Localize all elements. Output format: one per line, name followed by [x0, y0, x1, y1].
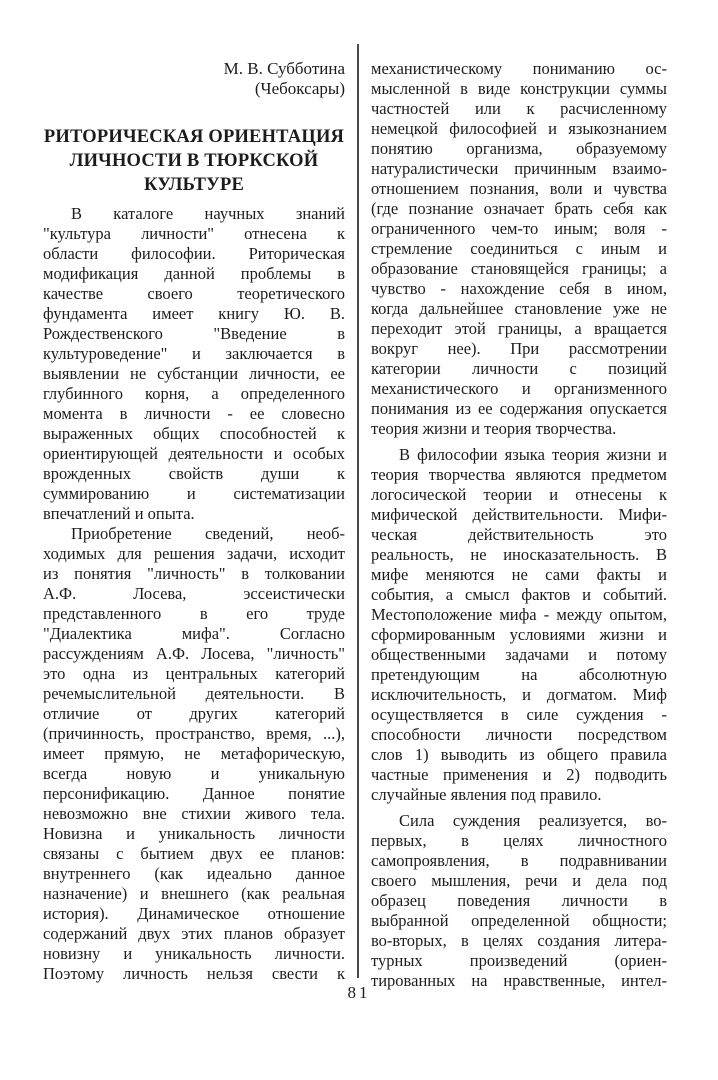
- text-line: КУЛЬТУРЕ: [144, 175, 244, 195]
- text-line: своего мышления, речи и дела под: [371, 871, 667, 890]
- text-line: частные применения и 2) подводить: [371, 765, 667, 784]
- text-line: стремление соединиться с иным и: [371, 239, 667, 258]
- text-line: Местоположение мифа - между опытом,: [371, 605, 667, 624]
- text-line: фундамента имеет книгу Ю. В.: [43, 304, 345, 323]
- text-line: во-вторых, в целях создания литера-: [371, 931, 667, 950]
- text-line: ходимых для решения задачи, исходит: [43, 544, 345, 563]
- text-line: культуроведение" и заключается в: [43, 344, 345, 363]
- text-line: "культура личности" отнесена к: [43, 224, 345, 243]
- text-line: связаны с бытием двух ее планов:: [43, 844, 345, 863]
- paragraph: [371, 811, 667, 991]
- text-line: самопроявления, в подравнивании: [371, 851, 667, 870]
- left-column: [43, 59, 345, 984]
- text-line: теория творчества являются предметом: [371, 465, 667, 484]
- text-line: персонификацию. Данное понятие: [43, 784, 345, 803]
- text-line: слов 1) выводить из общего правила: [371, 745, 667, 764]
- text-line: мифе меняются не сами факты и: [371, 565, 667, 584]
- text-line: выбранной определенной общности;: [371, 911, 667, 930]
- text-line: первых, в целях личностного: [371, 831, 667, 850]
- text-line: теория жизни и теория творчества.: [371, 419, 617, 438]
- text-line: (где познание означает брать себя как: [371, 199, 667, 218]
- text-line: способности личности посредством: [371, 725, 667, 744]
- text-line: когда дальнейшее становление уже не: [371, 299, 667, 318]
- text-line: механистического и организменного: [371, 379, 667, 398]
- text-line: модификация данной проблемы в: [43, 264, 345, 283]
- text-line: понимания из ее содержания опускается: [371, 399, 667, 418]
- text-line: Новизна и уникальность личности: [43, 824, 345, 843]
- text-line: осуществляется в силе суждения -: [371, 705, 667, 724]
- text-line: невозможно вне стихии живого тела.: [43, 804, 345, 823]
- text-line: впечатлений и опыта.: [43, 504, 195, 523]
- text-line: Сила суждения реализуется, во-: [399, 811, 667, 830]
- text-line: глубинного корня, а определенного: [43, 384, 345, 403]
- column-divider-rule: [357, 44, 359, 978]
- text-line: суммированию и систематизации: [43, 484, 345, 503]
- text-line: из понятия "личность" в толковании: [43, 564, 345, 583]
- text-line: механистическому пониманию ос-: [371, 59, 667, 78]
- text-line: сформированным условиями жизни и: [371, 625, 667, 644]
- text-line: внутреннего (как идеально данное: [43, 864, 345, 883]
- text-line: В философии языка теория жизни и: [399, 445, 667, 464]
- text-line: ориентирующей деятельности и особых: [43, 444, 345, 463]
- text-line: врожденных свойств души к: [43, 464, 345, 483]
- text-line: представленного в его труде: [43, 604, 345, 623]
- text-line: новизну и уникальность личности.: [43, 944, 345, 963]
- text-line: Рождественского "Введение в: [43, 324, 345, 343]
- text-line: ограниченного чем-то иным; воля -: [371, 219, 667, 238]
- text-line: натуралистически причинным взаимо-: [371, 159, 667, 178]
- text-line: речемыслительной деятельности. В: [43, 684, 345, 703]
- text-line: момента в личности - ее словесно: [43, 404, 345, 423]
- text-line: вокруг нее). При рассмотрении: [371, 339, 667, 358]
- text-line: (Чебоксары): [254, 79, 345, 98]
- paragraph: [371, 59, 667, 439]
- text-line: Поэтому личность нельзя свести к: [43, 964, 345, 983]
- text-line: исключительность, и догматом. Миф: [371, 685, 667, 704]
- text-line: немецкой философией и языкознанием: [371, 119, 667, 138]
- text-line: (причинность, пространство, время, ...),: [43, 724, 345, 743]
- text-line: отношением познания, воли и чувства: [371, 179, 667, 198]
- text-line: понятию организма, образуемому: [371, 139, 667, 158]
- text-line: назначение) и внешнего (как реальная: [43, 884, 345, 903]
- text-line: мысленной в виде конструкции суммы: [371, 79, 667, 98]
- text-line: тированных на нравственные, интел-: [371, 971, 667, 990]
- text-line: Приобретение сведений, необ-: [71, 524, 345, 543]
- text-line: общественными задачами и потому: [371, 645, 667, 664]
- text-line: реальность, не иносказательность. В: [371, 545, 667, 564]
- text-line: частностей или к расчисленному: [371, 99, 667, 118]
- text-line: М. В. Субботина: [223, 59, 345, 78]
- text-line: турных произведений (ориен-: [371, 951, 667, 970]
- text-line: РИТОРИЧЕСКАЯ ОРИЕНТАЦИЯ: [43, 127, 345, 147]
- text-line: качестве своего теоретического: [43, 284, 345, 303]
- text-line: это одна из центральных категорий: [43, 664, 345, 683]
- paragraph: [43, 524, 345, 984]
- text-line: имеет прямую, не метафорическую,: [43, 744, 345, 763]
- text-line: "Диалектика мифа". Согласно: [43, 624, 345, 643]
- article-title: [43, 125, 345, 197]
- paragraph: [371, 445, 667, 805]
- text-line: области философии. Риторическая: [43, 244, 345, 263]
- text-line: случайные явления под правило.: [371, 785, 602, 804]
- text-line: содержаний двух этих планов образует: [43, 924, 345, 943]
- text-line: чувство - нахождение себя в ином,: [371, 279, 667, 298]
- text-line: история). Динамическое отношение: [43, 904, 345, 923]
- paragraph: [43, 204, 345, 524]
- text-line: рассуждениям А.Ф. Лосева, "личность": [43, 644, 345, 663]
- text-line: категории личности с позиций: [371, 359, 667, 378]
- text-line: всегда новую и уникальную: [43, 764, 345, 783]
- text-line: А.Ф. Лосева, эссеистически: [43, 584, 345, 603]
- text-line: образование становящейся границы; а: [371, 259, 667, 278]
- text-line: претендующим на абсолютную: [371, 665, 667, 684]
- text-line: образец поведения личности в: [371, 891, 667, 910]
- text-line: отличие от других категорий: [43, 704, 345, 723]
- right-column: [371, 59, 667, 991]
- text-line: события, а смысл фактов и событий.: [371, 585, 667, 604]
- text-line: мифической действительности. Мифи-: [371, 505, 667, 524]
- text-line: ЛИЧНОСТИ В ТЮРКСКОЙ: [69, 151, 319, 171]
- text-line: выраженных общих способностей к: [43, 424, 345, 443]
- text-line: ческая действительность это: [371, 525, 667, 544]
- text-line: логосической теории и отнесены к: [371, 485, 667, 504]
- author-block: [43, 59, 345, 99]
- text-line: В каталоге научных знаний: [71, 204, 345, 223]
- text-line: выявлении не субстанции личности, ее: [43, 364, 345, 383]
- page-number: 81: [347, 983, 371, 1002]
- text-line: переходит этой границы, а вращается: [371, 319, 667, 338]
